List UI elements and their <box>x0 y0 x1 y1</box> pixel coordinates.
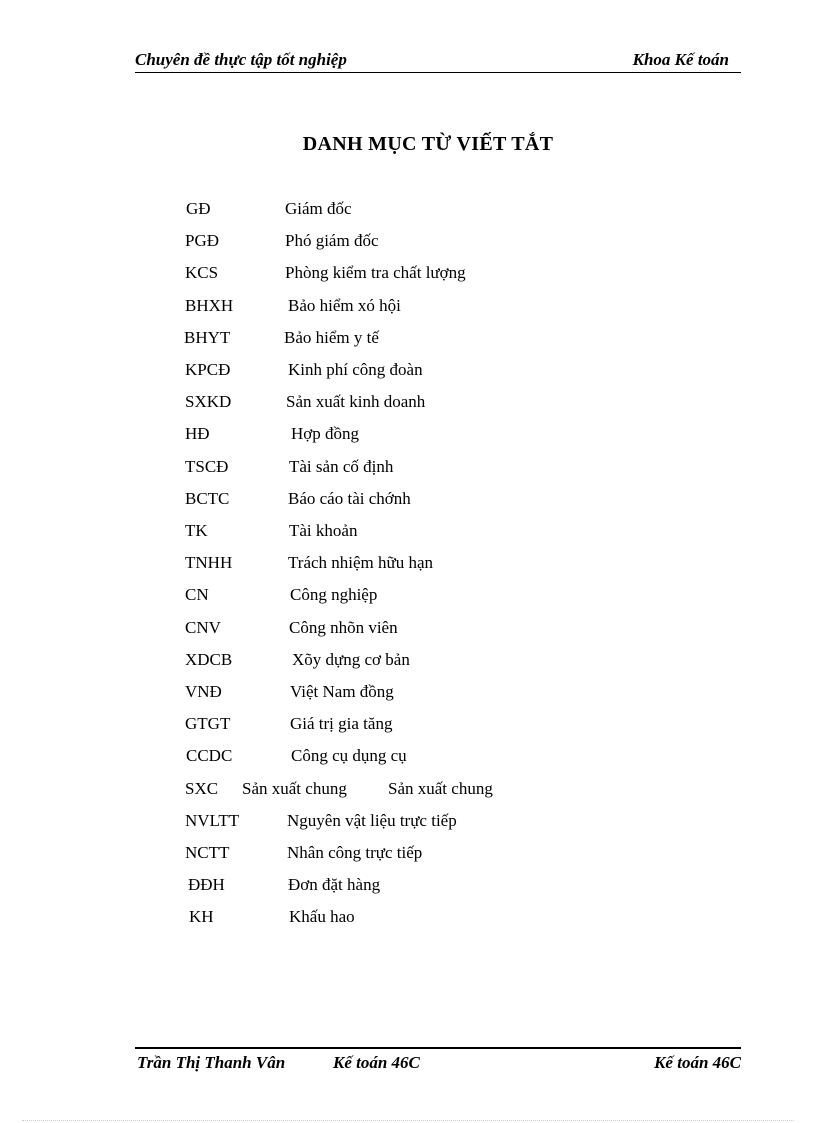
abbreviation-code: CNV <box>185 617 221 637</box>
abbreviation-meaning: Công nhõn viên <box>289 617 398 637</box>
abbreviation-code: BHXH <box>185 295 234 315</box>
abbreviation-row <box>0 457 816 485</box>
header-document-type: Chuyên đề thực tập tốt nghiệp <box>135 50 347 69</box>
abbreviation-code: BCTC <box>185 488 230 508</box>
footer-divider <box>135 1047 741 1049</box>
abbreviation-code: VNĐ <box>185 682 222 701</box>
abbreviation-code: KCS <box>185 263 219 283</box>
page-footer <box>135 1051 741 1075</box>
abbreviation-row <box>0 618 816 646</box>
abbreviation-row <box>0 424 816 452</box>
page-header <box>135 48 741 73</box>
abbreviation-meaning: Giám đốc <box>285 199 352 218</box>
abbreviation-row <box>0 360 816 388</box>
abbreviation-row <box>0 585 816 613</box>
abbreviation-code: NCTT <box>185 843 230 862</box>
page-title: DANH MỤC TỪ VIẾT TẮT <box>302 133 554 155</box>
abbreviation-row <box>0 328 816 356</box>
abbreviation-meaning: Nhân công trực tiếp <box>287 843 423 862</box>
abbreviation-meaning: Công nghiệp <box>290 585 378 605</box>
abbreviation-row <box>0 521 816 549</box>
abbreviation-code: KPCĐ <box>185 360 231 379</box>
abbreviation-code: HĐ <box>185 424 210 444</box>
abbreviation-meaning: Giá trị gia tăng <box>290 714 393 734</box>
abbreviation-code: KH <box>189 907 214 927</box>
abbreviation-meaning: Việt Nam đồng <box>290 682 394 701</box>
abbreviation-meaning: Phòng kiểm tra chất lượng <box>285 263 466 283</box>
abbreviation-row <box>0 489 816 517</box>
abbreviation-row <box>0 843 816 871</box>
abbreviation-code: TNHH <box>185 553 233 573</box>
abbreviation-meaning: Tài sản cố định <box>289 456 394 476</box>
abbreviation-meaning: Tài khoản <box>289 521 358 540</box>
abbreviation-code: TK <box>185 521 208 540</box>
abbreviation-code: CCDC <box>186 746 233 766</box>
abbreviation-code: GĐ <box>186 199 211 218</box>
abbreviation-meaning: Công cụ dụng cụ <box>291 746 407 766</box>
abbreviation-row <box>0 199 816 227</box>
abbreviation-meaning: Kinh phí công đoàn <box>288 360 423 379</box>
abbreviation-meaning: Hợp đồng <box>291 424 360 444</box>
footer-class-right: Kế toán 46C <box>654 1053 741 1072</box>
abbreviation-row <box>0 779 816 807</box>
footer-class-left: Kế toán 46C <box>333 1053 420 1072</box>
abbreviation-code: CN <box>185 585 209 605</box>
abbreviation-row <box>0 263 816 291</box>
abbreviation-row <box>0 650 816 678</box>
abbreviation-code: PGĐ <box>185 231 220 251</box>
abbreviation-code: XDCB <box>185 649 233 669</box>
abbreviation-row <box>0 907 816 935</box>
abbreviation-code: GTGT <box>185 714 231 734</box>
abbreviation-row <box>0 682 816 710</box>
abbreviation-row <box>0 875 816 903</box>
abbreviation-code: BHYT <box>184 327 231 347</box>
abbreviation-code: ĐĐH <box>188 875 225 895</box>
abbreviation-meaning: Bảo hiểm xó hội <box>288 295 401 315</box>
abbreviation-row <box>0 296 816 324</box>
abbreviation-row <box>0 231 816 259</box>
abbreviation-meaning: Nguyên vật liệu trực tiếp <box>287 810 457 830</box>
abbreviation-meaning: Đơn đặt hàng <box>288 875 381 895</box>
abbreviation-code: NVLTT <box>185 810 240 830</box>
abbreviation-meaning: Trách nhiệm hữu hạn <box>288 553 434 573</box>
header-faculty: Khoa Kế toán <box>632 50 729 69</box>
abbreviation-code: SXKD <box>185 392 232 412</box>
abbreviation-row <box>0 392 816 420</box>
abbreviation-meaning-extra: Sản xuất chung <box>388 778 493 798</box>
abbreviation-meaning: Khấu hao <box>289 907 355 927</box>
abbreviation-row <box>0 746 816 774</box>
abbreviation-meaning: Sản xuất kinh doanh <box>286 392 426 412</box>
abbreviation-meaning: Xõy dựng cơ bản <box>292 649 410 669</box>
abbreviation-row <box>0 811 816 839</box>
abbreviation-meaning: Bảo hiểm y tế <box>284 327 379 347</box>
footer-author: Trần Thị Thanh Vân <box>137 1053 286 1072</box>
page-bottom-border <box>22 1120 794 1121</box>
abbreviation-code: SXC <box>185 778 219 798</box>
abbreviation-meaning: Sản xuất chung <box>242 778 347 798</box>
abbreviation-code: TSCĐ <box>185 456 229 476</box>
abbreviation-row <box>0 553 816 581</box>
abbreviation-meaning: Báo cáo tài chớnh <box>288 488 411 508</box>
abbreviation-row <box>0 714 816 742</box>
abbreviation-meaning: Phó giám đốc <box>285 231 379 251</box>
